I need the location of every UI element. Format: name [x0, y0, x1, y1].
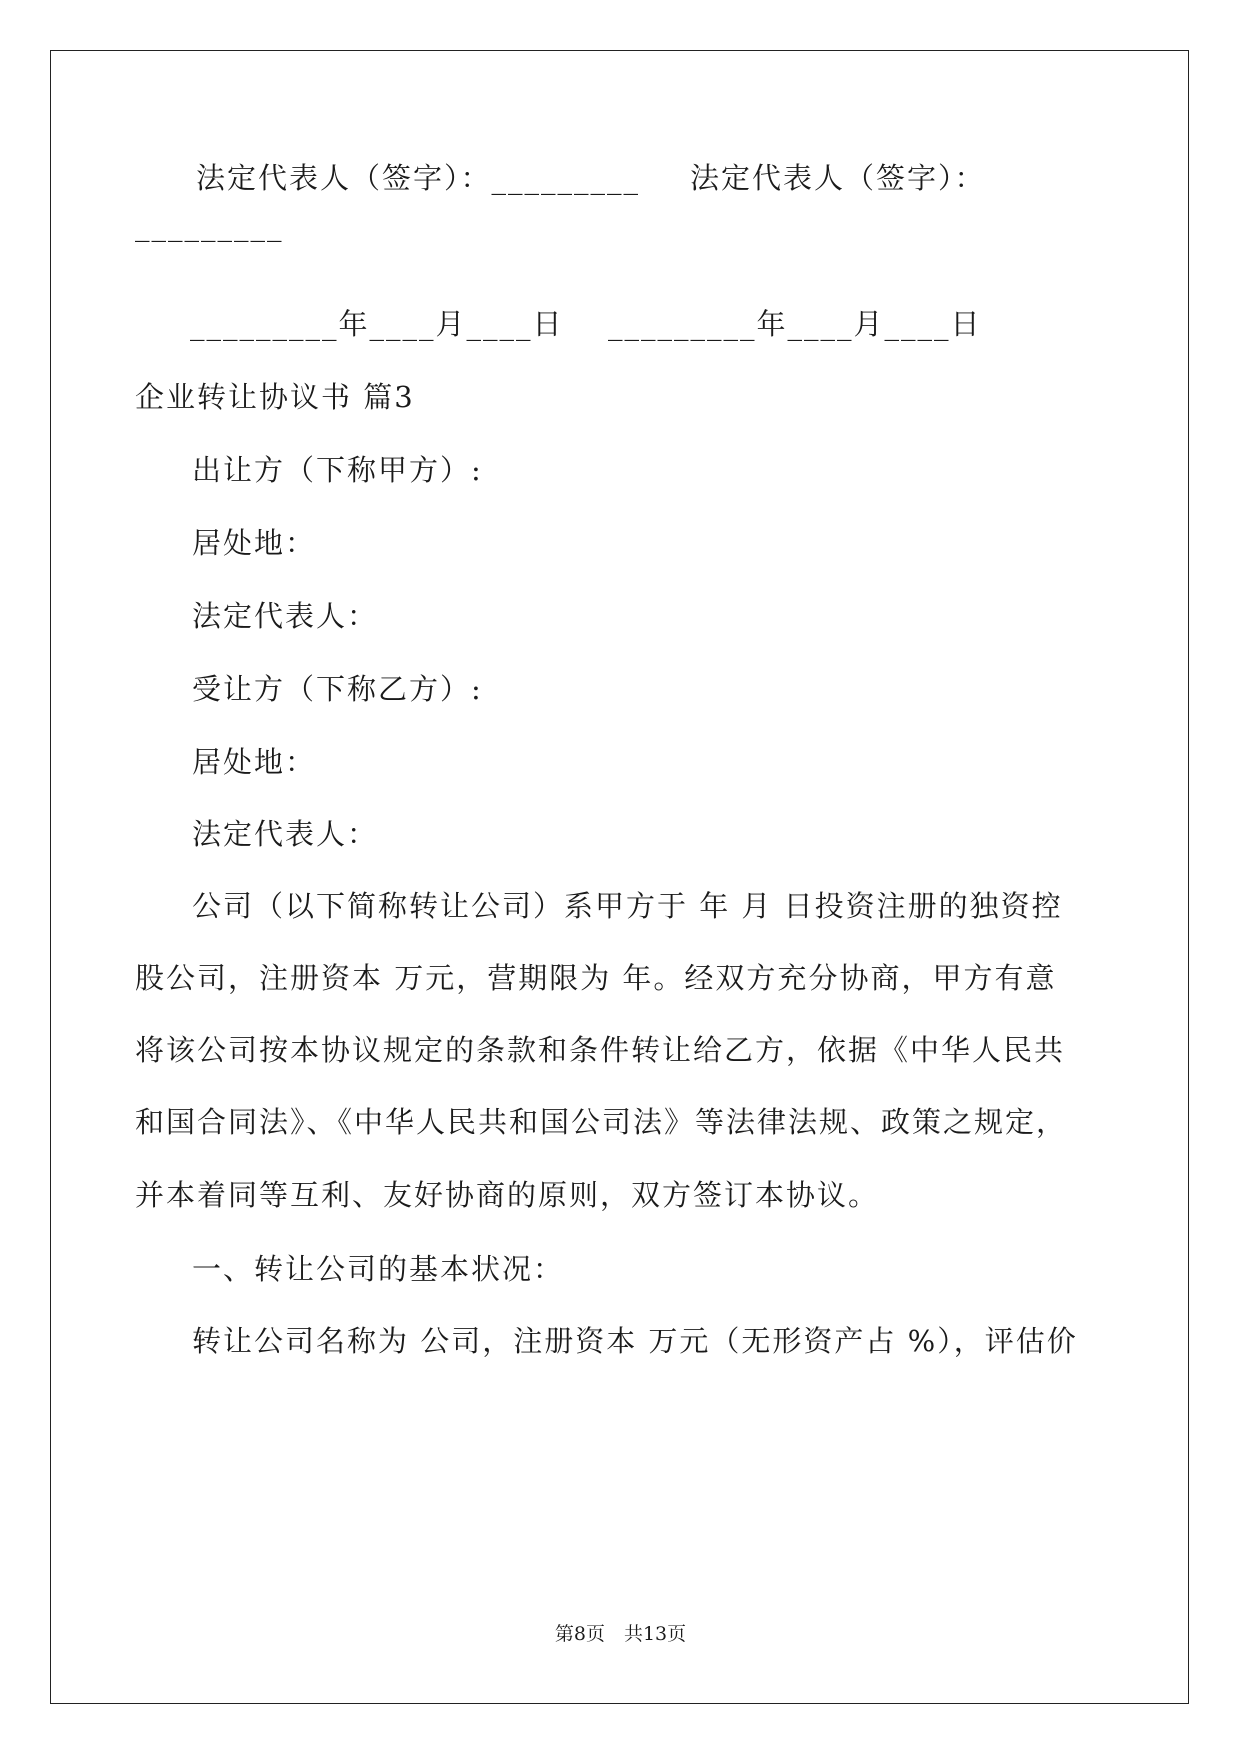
party-line: 出让方（下称甲方）:	[192, 453, 483, 487]
date-right: _________年____月____日	[608, 307, 982, 341]
page-footer: 第8页 共13页	[554, 1623, 687, 1645]
paragraph-line: 将该公司按本协议规定的条款和条件转让给乙方，依据《中华人民共	[135, 1033, 1066, 1067]
paragraph-line: 公司（以下简称转让公司）系甲方于 年 月 日投资注册的独资控	[192, 889, 1063, 923]
party-line: 法定代表人：	[192, 599, 379, 633]
date-left: _________年____月____日	[190, 307, 564, 341]
clause-heading: 一、转让公司的基本状况：	[192, 1252, 565, 1286]
signature-left: 法定代表人（签字）：_________	[196, 161, 641, 195]
party-line: 受让方（下称乙方）:	[192, 672, 483, 706]
paragraph-line: 股公司，注册资本 万元，营期限为 年。经双方充分协商，甲方有意	[135, 961, 1057, 995]
paragraph-line: 和国合同法》、《中华人民共和国公司法》等法律法规、政策之规定，	[135, 1105, 1068, 1139]
signature-right: 法定代表人（签字）：	[690, 161, 986, 195]
page-border	[50, 50, 1189, 1704]
section-title: 企业转让协议书 篇3	[135, 380, 415, 414]
party-line: 法定代表人：	[192, 817, 379, 851]
clause-line: 转让公司名称为 公司，注册资本 万元（无形资产占 %），评估价	[192, 1324, 1078, 1358]
party-line: 居处地：	[192, 526, 317, 560]
signature-right-blank: _________	[135, 208, 284, 242]
party-line: 居处地：	[192, 745, 317, 779]
paragraph-line: 并本着同等互利、友好协商的原则，双方签订本协议。	[135, 1178, 880, 1212]
